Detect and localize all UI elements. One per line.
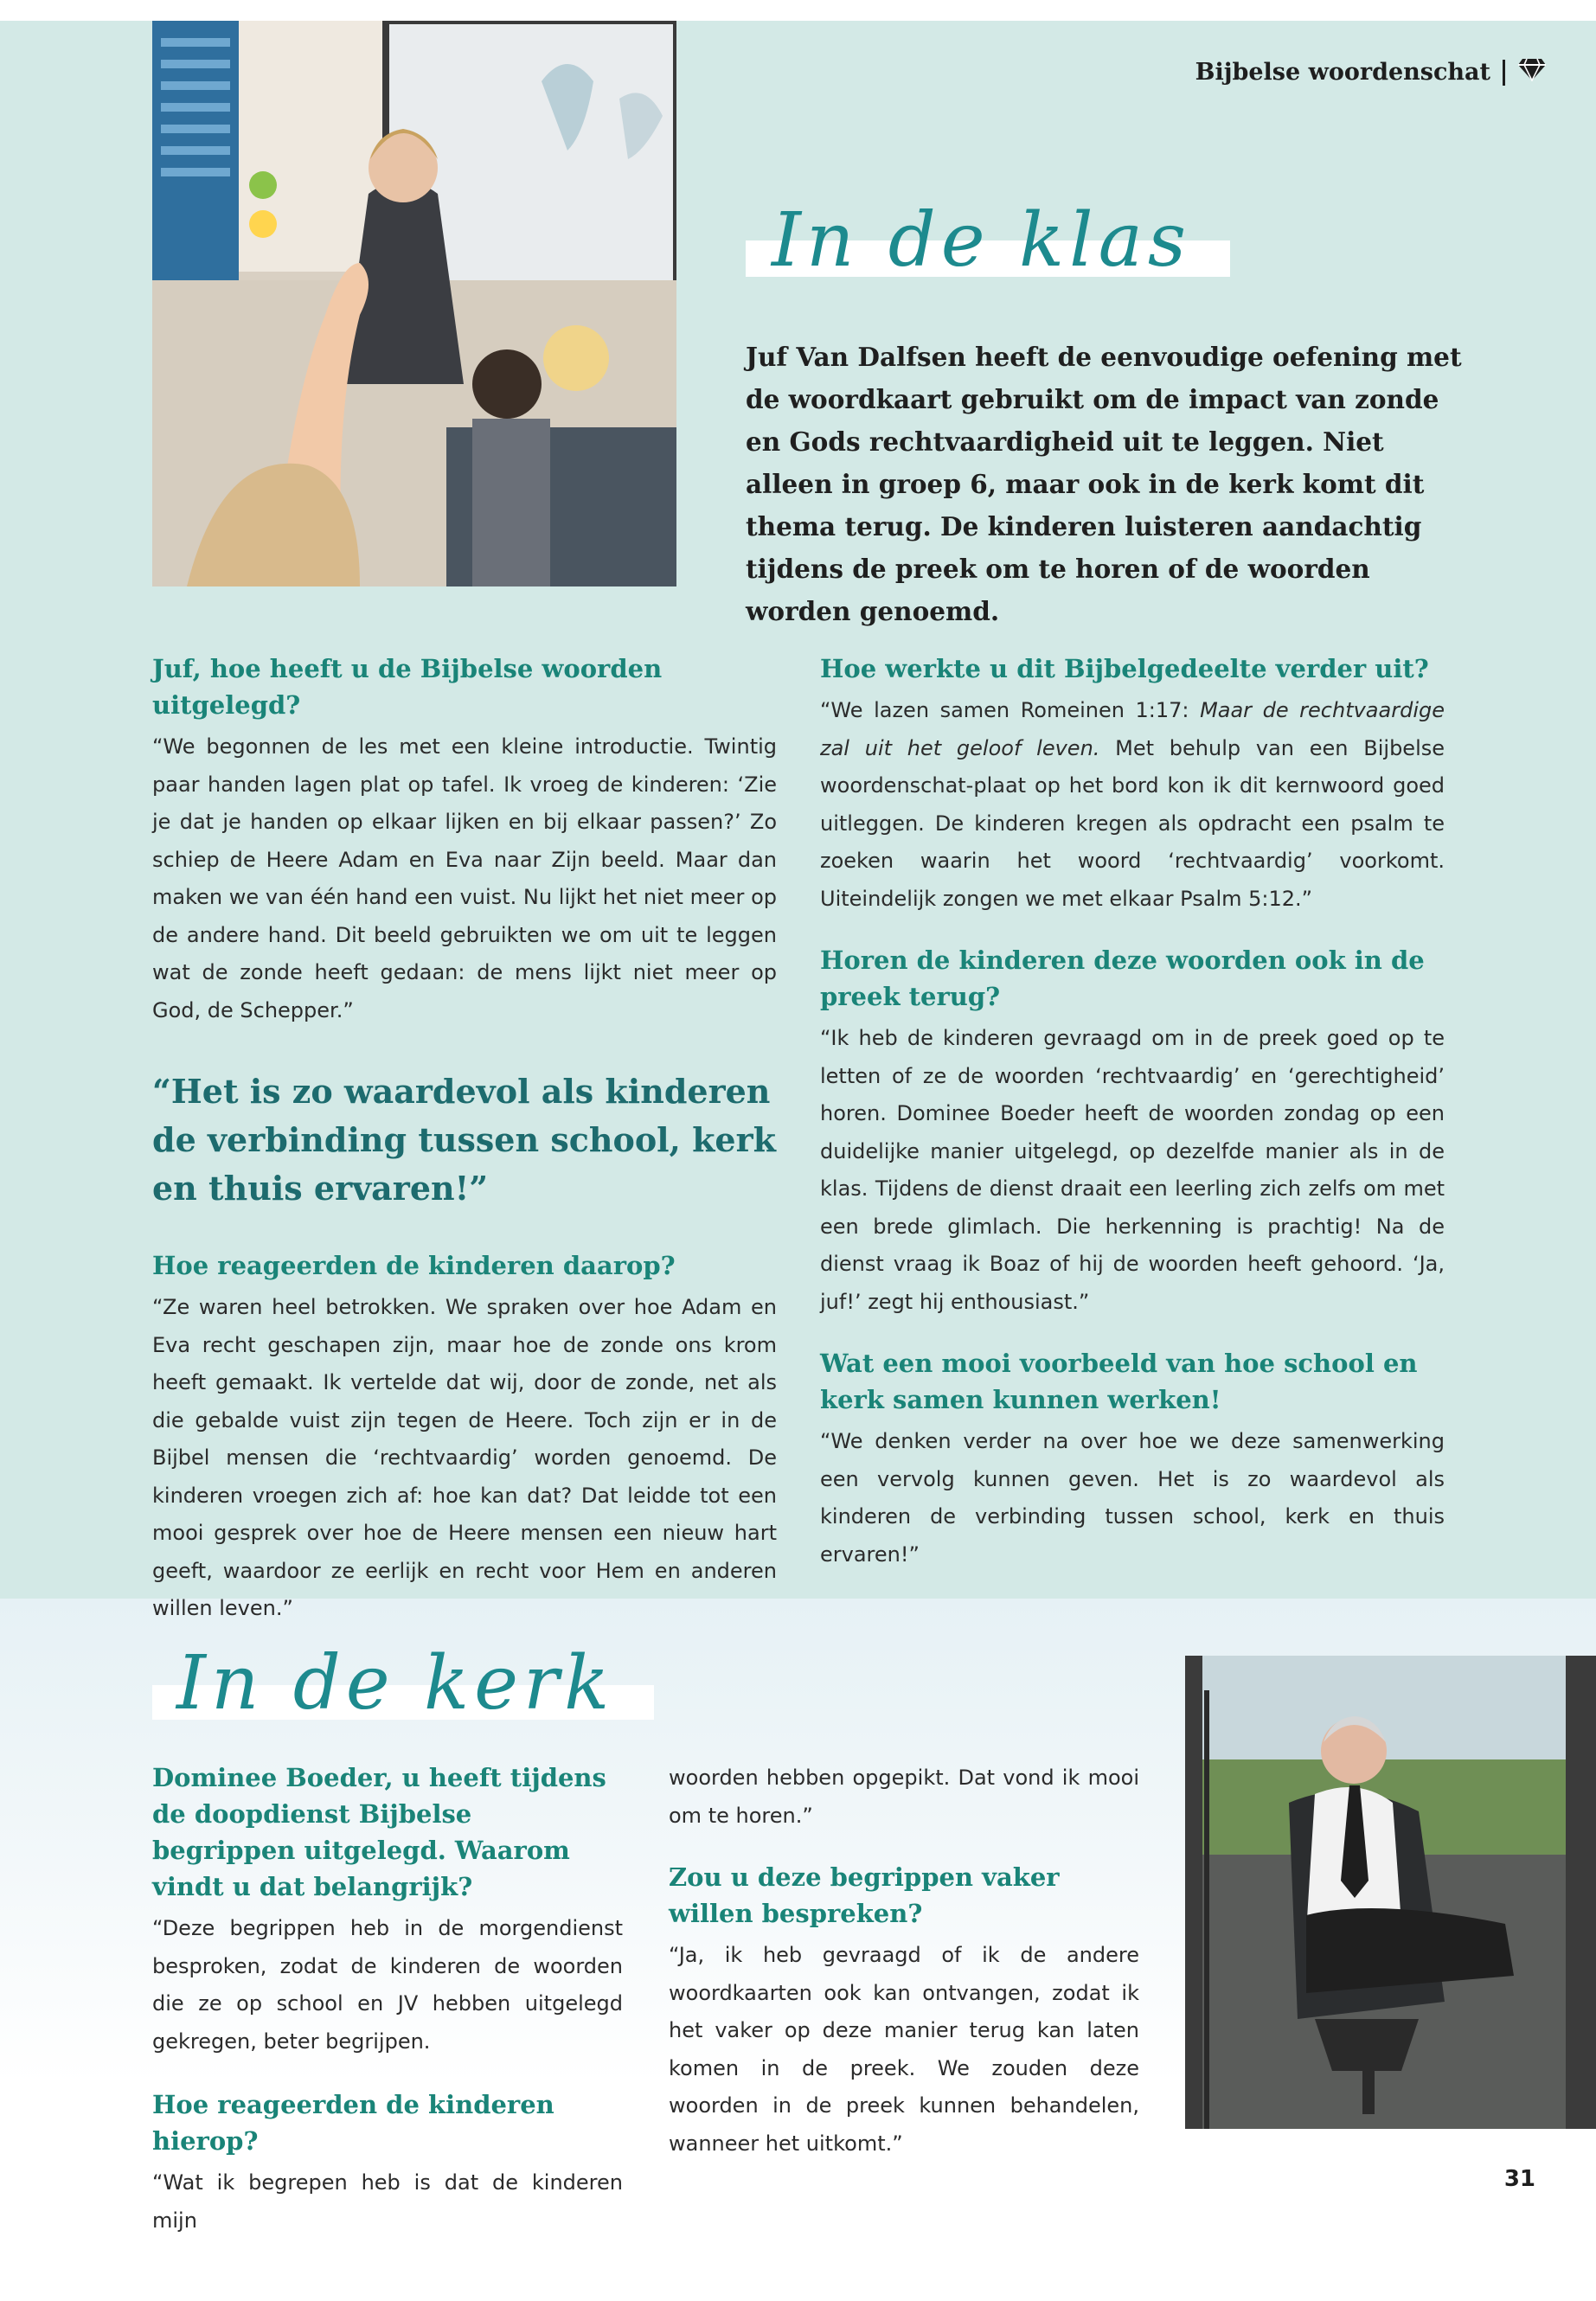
kerk-title: In de kerk [176, 1640, 615, 1727]
answer-text: “Wat ik begrepen heb is dat de kinderen mijn [152, 2170, 623, 2233]
question-heading: Wat een mooi voorbeeld van hoe school en kerk samen kunnen werken! [820, 1349, 1418, 1414]
kerk-right-column [669, 1759, 1139, 2163]
question-heading: Juf, hoe heeft u de Bijbelse woorden uitgelegd? [152, 654, 663, 720]
answer-text: woorden hebben opgepikt. Dat vond ik mooi om te horen.” [669, 1766, 1139, 1828]
answer-text: “Ik heb de kinderen gevraagd om in de preek goed op te letten of ze de woorden ‘rechtvaardig’ en ‘gerechtigheid’ horen. Dominee Boeder heeft de woorden zondag op een duidelijke manier uitgelegd, op dezelfde manier als in de klas. Tijdens de dienst draait een leerling zich zelfs om met een brede glimlach. Die herkenning is prachtig! Na de dienst vraag ik Boaz of hij de woorden heeft gehoord. ‘Ja, juf!’ zegt hij enthousiast.” [820, 1026, 1445, 1314]
bible-verse: Maar de rechtvaardige zal uit het geloof leven. [820, 698, 1445, 760]
running-header [1195, 57, 1547, 87]
pull-quote: “Het is zo waardevol als kinderen de verbinding tussen school, kerk en thuis ervaren!” [152, 1072, 776, 1208]
question-heading: Zou u deze begrippen vaker willen bespreken? [669, 1862, 1060, 1928]
klas-title-block [746, 199, 1230, 294]
classroom-photo [152, 21, 676, 586]
question-heading: Horen de kinderen deze woorden ook in de preek terug? [820, 945, 1425, 1011]
klas-left-column [152, 651, 777, 1628]
pastor-photo [1185, 1656, 1596, 2129]
answer-text: “Ze waren heel betrokken. We spraken over hoe Adam en Eva recht geschapen zijn, maar hoe de zonde ons krom heeft gemaakt. Ik vertelde dat wij, door de zonde, net als die gebalde vuist zijn tegen de Heere. Toch zijn er in de Bijbel mensen die ‘rechtvaardig’ worden genoemd. De kinderen vroegen zich af: hoe kan dat? Dat leidde tot een mooi gesprek over hoe de Heere mensen een nieuw hart geeft, waardoor ze eerlijk en recht voor Hem en anderen willen leven.” [152, 1295, 777, 1620]
klas-intro: Juf Van Dalfsen heeft de eenvoudige oefening met de woordkaart gebruikt om de impact van zonde en Gods rechtvaardigheid uit te leggen. Niet alleen in groep 6, maar ook in de kerk komt dit thema terug. De kinderen luisteren aandachtig tijdens de preek om te horen of de woorden worden genoemd. [746, 342, 1462, 626]
question-heading: Hoe reageerden de kinderen hierop? [152, 2090, 554, 2156]
answer-rest: Met behulp van een Bijbelse woordenschat-plaat op het bord kon ik dit kernwoord goed uitleggen. De kinderen kregen als opdracht een psalm te zoeken waarin het woord ‘rechtvaardig’ voorkomt. Uiteindelijk zongen we met elkaar Psalm 5:12.” [820, 735, 1445, 911]
klas-title: In de klas [772, 197, 1192, 284]
answer-text: “We begonnen de les met een kleine introductie. Twintig paar handen lagen plat op tafel. Ik vroeg de kinderen: ‘Zie je dat je handen op elkaar lijken en bij elkaar passen?’ Zo schiep de Heere Adam en Eva naar Zijn beeld. Maar dan maken we van één hand een vuist. Nu lijkt het niet meer op de andere hand. Dit beeld gebruikten we om uit te leggen wat de zonde heeft gedaan: de mens lijkt niet meer op God, de Schepper.” [152, 734, 777, 1022]
question-heading: Hoe reageerden de kinderen daarop? [152, 1251, 676, 1280]
section-name: Bijbelse woordenschat [1195, 59, 1490, 86]
page-number: 31 [1503, 2166, 1535, 2192]
question-heading: Dominee Boeder, u heeft tijdens de doopdienst Bijbelse begrippen uitgelegd. Waarom vindt u dat belangrijk? [152, 1763, 606, 1901]
answer-intro: “We lazen samen Romeinen 1:17: [820, 698, 1201, 722]
header-divider [1503, 60, 1505, 86]
answer-text [820, 692, 1445, 918]
kerk-left-column [152, 1759, 623, 2240]
question-heading: Hoe werkte u dit Bijbelgedeelte verder uit? [820, 654, 1429, 683]
top-margin [0, 0, 1596, 21]
kerk-title-block [152, 1642, 654, 1737]
answer-text: “Ja, ik heb gevraagd of ik de andere woordkaarten ook kan ontvangen, zodat ik het vaker op deze manier terug kan laten komen in de preek. We zouden deze woorden in de preek kunnen behandelen, wanneer het uitkomt.” [669, 1943, 1139, 2156]
klas-right-column [820, 651, 1445, 1574]
answer-text: “We denken verder na over hoe we deze samenwerking een vervolg kunnen geven. Het is zo waardevol als kinderen de verbinding tussen school, kerk en thuis ervaren!” [820, 1429, 1445, 1567]
diamond-icon [1517, 57, 1547, 87]
answer-text: “Deze begrippen heb in de morgendienst besproken, zodat de kinderen de woorden die ze op school en JV hebben uitgelegd gekregen, beter begrijpen. [152, 1916, 623, 2054]
